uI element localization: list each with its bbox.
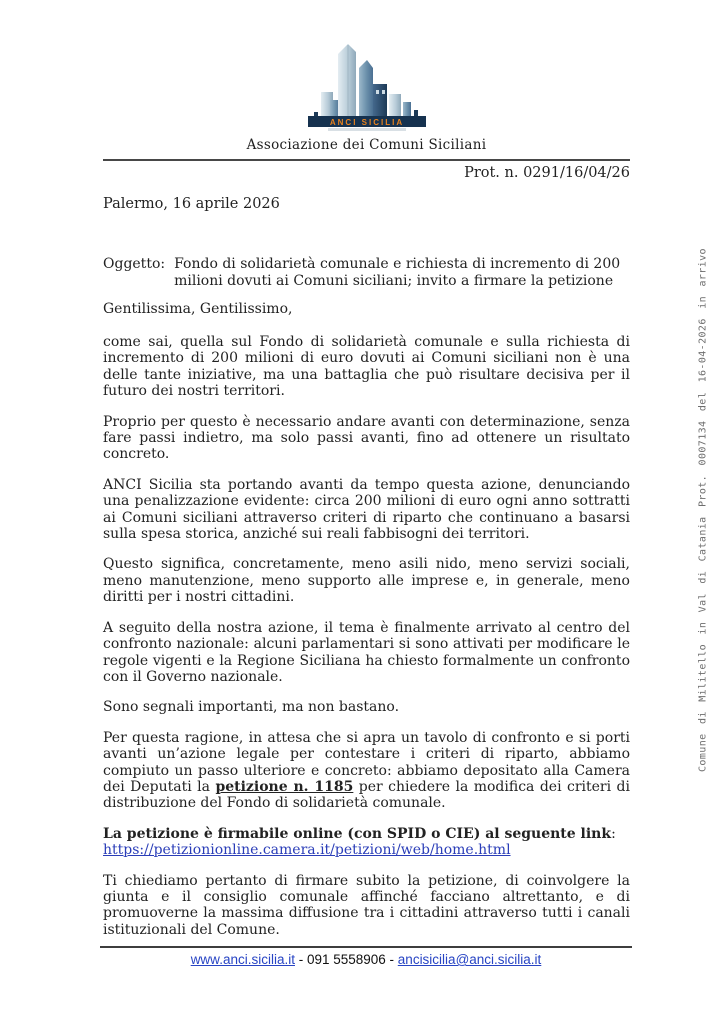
text-segment: A seguito della nostra azione, il tema è finalmente arrivato al centro del confronto nazionale: alcuni parlamentari si sono attivati per modificare le regole vigenti e la Regione Siciliana ha chiesto formalmente un confronto con il Governo nazionale. (103, 619, 630, 685)
text-segment: Ti chiediamo pertanto di firmare subito la petizione, di coinvolgere la giunta e il consiglio comunale affinché facciano altrettanto, e di promuoverne la massima diffusione tra i cittadini attraverso tutti i canali istituzionali del Comune. (103, 872, 630, 938)
subject-label: Oggetto: (103, 256, 166, 272)
paragraph (103, 477, 630, 543)
paragraph (103, 730, 630, 812)
hyperlink[interactable]: https://petizionionline.camera.it/petizioni/web/home.html (103, 842, 511, 859)
paragraph (103, 334, 630, 400)
text-segment: petizione n. 1185 (215, 778, 354, 795)
footer (100, 946, 632, 967)
hyperlink[interactable]: ancisicilia@anci.sicilia.it (397, 952, 542, 967)
paragraph (103, 620, 630, 686)
hyperlink[interactable]: www.anci.sicilia.it (190, 952, 295, 967)
text-segment: ANCI Sicilia sta portando avanti da tempo questa azione, denunciando una penalizzazione evidente: circa 200 milioni di euro ogni anno sottratti ai Comuni siciliani attraverso criteri di riparto che continuano a basarsi sulla spesa storica, anziché sui reali fabbisogni dei territori. (103, 476, 630, 543)
organization-name: Associazione dei Comuni Siciliani (246, 137, 487, 153)
logo-container (103, 38, 630, 136)
text-segment: Sono segnali importanti, ma non bastano. (103, 699, 400, 716)
paragraph (103, 414, 630, 463)
paragraph (103, 826, 630, 859)
footer-contacts (100, 952, 632, 967)
arrival-protocol-stamp: Comune di Militello in Val di Catania Prot. 0007134 del 16-04-2026 in arrivo (697, 248, 709, 772)
place-and-date: Palermo, 16 aprile 2026 (103, 196, 280, 212)
subject-text: Fondo di solidarietà comunale e richiesta di incremento di 200 milioni dovuti ai Comuni siciliani; invito a firmare la petizione (174, 256, 621, 289)
footer-divider (100, 946, 632, 948)
text-segment: Proprio per questo è necessario andare avanti con determinazione, senza fare passi indietro, ma solo passi avanti, fino ad ottenere un risultato concreto. (103, 413, 630, 463)
anci-sicilia-buildings-logo-icon (306, 38, 428, 132)
paragraph (103, 699, 630, 715)
paragraph (103, 873, 630, 939)
text-segment: come sai, quella sul Fondo di solidarietà comunale e sulla richiesta di incremento di 200 milioni di euro dovuti ai Comuni siciliani non è una delle tante iniziative, ma una battaglia che può risultare decisiva per il futuro dei nostri territori. (103, 334, 630, 400)
text-segment: Per questa ragione, in attesa che si apra un tavolo di confronto e si porti avanti un’azione legale per contestare i criteri di riparto, abbiamo compiuto un passo ulteriore e concreto: abbiamo depositato alla Camera dei Deputati la (103, 729, 630, 795)
protocol-number: Prot. n. 0291/16/04/26 (464, 165, 630, 181)
text-segment: La petizione è firmabile online (con SPID o CIE) al seguente link (103, 825, 612, 842)
text-segment: Questo significa, concretamente, meno asili nido, meno servizi sociali, meno manutenzione, meno supporto alle imprese e, in generale, meno diritti per i nostri cittadini. (103, 556, 630, 606)
paragraph (103, 556, 630, 605)
letter-body (103, 334, 630, 938)
text-segment: - 091 5558906 - (294, 952, 398, 967)
logo-wordmark: ANCI SICILIA (329, 118, 404, 127)
subject-line (103, 256, 630, 290)
text-segment: : (611, 825, 616, 842)
text-segment: per chiedere la modifica dei criteri di distribuzione del Fondo di solidarietà comunale. (103, 778, 630, 812)
salutation: Gentilissima, Gentilissimo, (103, 301, 293, 317)
